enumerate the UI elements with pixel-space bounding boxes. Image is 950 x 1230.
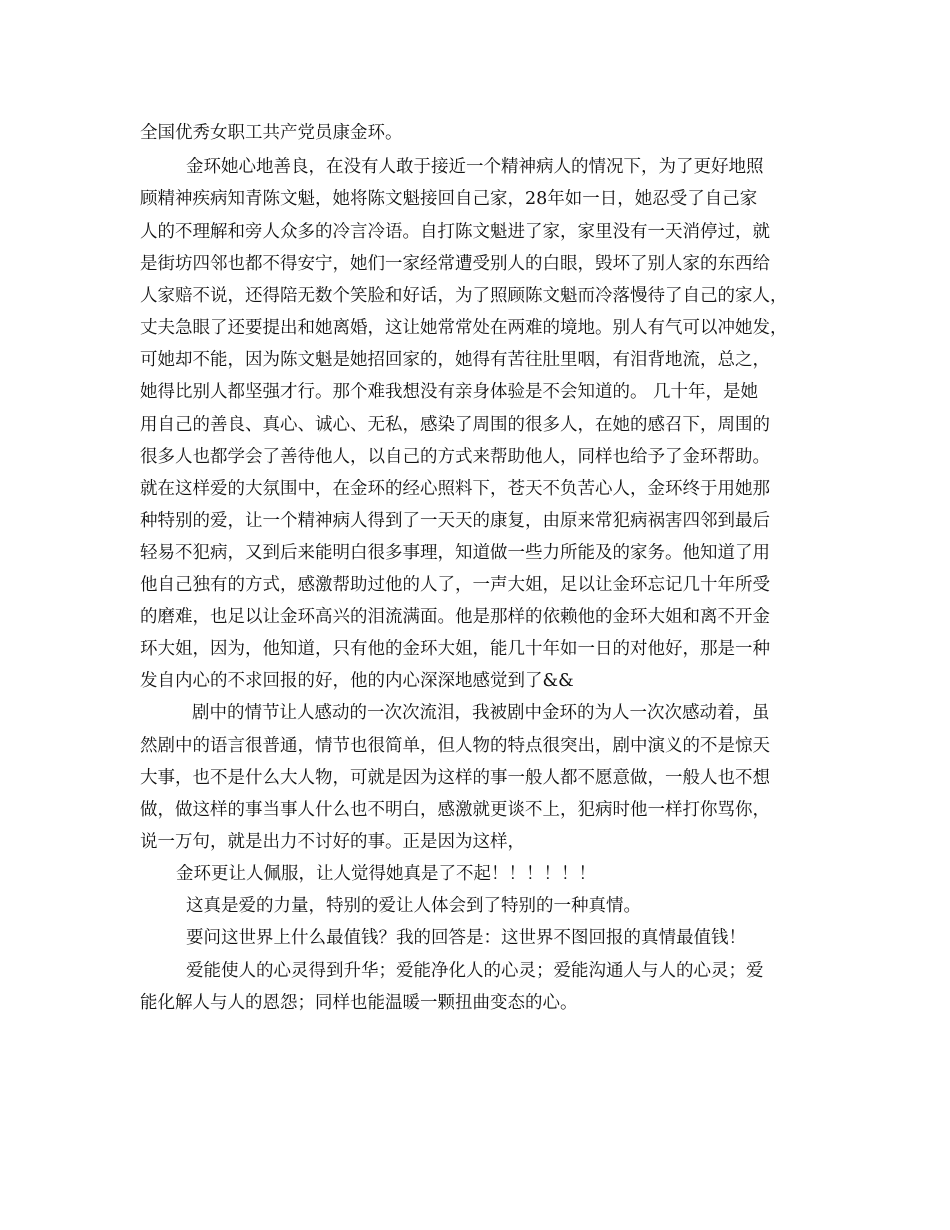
text-line: 他自己独有的方式，感激帮助过他的人了，一声大姐，足以让金环忘记几十年所受 (140, 575, 770, 595)
text-line: 大事，也不是什么大人物，可就是因为这样的事一般人都不愿意做，一般人也不想 (140, 768, 770, 788)
text-line: 可她却不能，因为陈文魁是她招回家的，她得有苦往肚里咽，有泪背地流，总之， (140, 350, 770, 370)
text-line: 要问这世界上什么最值钱？我的回答是：这世界不图回报的真情最值钱！ (186, 928, 746, 948)
text-line: 很多人也都学会了善待他人，以自己的方式来帮助他人，同样也给予了金环帮助。 (140, 447, 770, 467)
text-line: 人的不理解和旁人众多的冷言冷语。自打陈文魁进了家，家里没有一天消停过，就 (140, 222, 770, 242)
text-line: 丈夫急眼了还要提出和她离婚，这让她常常处在两难的境地。别人有气可以冲她发， (140, 318, 788, 338)
text-line: 就在这样爱的大氛围中，在金环的经心照料下，苍天不负苦心人，金环终于用她那 (140, 479, 770, 499)
text-line: 能化解人与人的恩怨；同样也能温暖一颗扭曲变态的心。 (140, 993, 578, 1013)
text-line: 全国优秀女职工共产党员康金环。 (140, 123, 403, 143)
text-line: 金环她心地善良，在没有人敢于接近一个精神病人的情况下，为了更好地照 (186, 157, 764, 177)
text-line: 说一万句，就是出力不讨好的事。正是因为这样， (140, 832, 525, 852)
text-line: 用自己的善良、真心、诚心、无私，感染了周围的很多人，在她的感召下，周围的 (140, 415, 770, 435)
text-line: 顾精神疾病知青陈文魁，她将陈文魁接回自己家，28年如一日，她忍受了自己家 (140, 189, 758, 209)
text-line: 这真是爱的力量，特别的爱让人体会到了特别的一种真情。 (186, 896, 641, 916)
text-line: 人家赔不说，还得陪无数个笑脸和好话，为了照顾陈文魁而冷落慢待了自己的家人， (140, 286, 788, 306)
text-line: 她得比别人都坚强才行。那个难我想没有亲身体验是不会知道的。 几十年，是她 (140, 382, 759, 402)
text-line: 剧中的情节让人感动的一次次流泪，我被剧中金环的为人一次次感动着，虽 (192, 703, 770, 723)
text-line: 种特别的爱，让一个精神病人得到了一天天的康复，由原来常犯病祸害四邻到最后 (140, 511, 770, 531)
text-line: 然剧中的语言很普通，情节也很简单，但人物的特点很突出，剧中演义的不是惊天 (140, 736, 770, 756)
text-line: 金环更让人佩服，让人觉得她真是了不起！！！！！！ (176, 864, 596, 884)
text-line: 做，做这样的事当事人什么也不明白，感激就更谈不上，犯病时他一样打你骂你， (140, 800, 770, 820)
text-line: 是街坊四邻也都不得安宁，她们一家经常遭受别人的白眼，毁坏了别人家的东西给 (140, 254, 770, 274)
text-line: 发自内心的不求回报的好，他的内心深深地感觉到了&& (140, 671, 574, 691)
text-line: 轻易不犯病，又到后来能明白很多事理，知道做一些力所能及的家务。他知道了用 (140, 543, 770, 563)
text-line: 环大姐，因为，他知道，只有他的金环大姐，能几十年如一日的对他好，那是一种 (140, 639, 770, 659)
text-line: 的磨难，也足以让金环高兴的泪流满面。他是那样的依赖他的金环大姐和离不开金 (140, 607, 770, 627)
text-line: 爱能使人的心灵得到升华；爱能净化人的心灵；爱能沟通人与人的心灵；爱 (186, 961, 764, 981)
